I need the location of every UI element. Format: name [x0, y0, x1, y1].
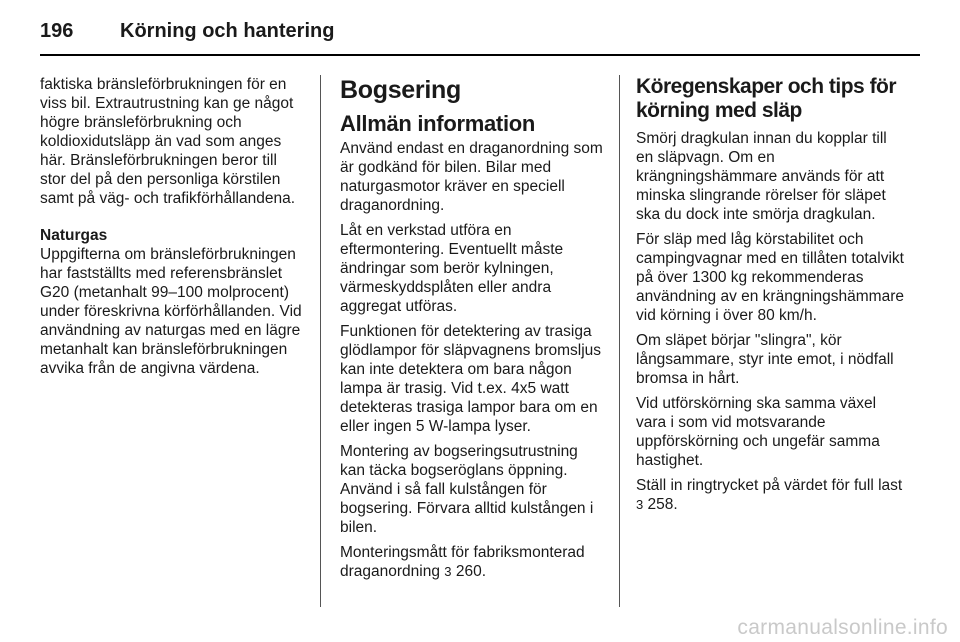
- column-divider: [320, 75, 321, 607]
- column-divider: [619, 75, 620, 607]
- watermark: carmanualsonline.info: [737, 616, 948, 639]
- paragraph: Om släpet börjar "slingra", kör långsammare, styr inte emot, i nödfall bromsa in hårt.: [636, 332, 894, 387]
- paragraph: För släp med låg körstabilitet och campingvagnar med en tillåten totalvikt på över 1300 kg rekommenderas användning av en krängningshämmare vid körning i över 80 km/h.: [636, 231, 904, 324]
- chapter-title: Körning och hantering: [120, 20, 335, 42]
- paragraph-with-reference: [340, 543, 606, 581]
- paragraph: Smörj dragkulan innan du kopplar till en släpvagn. Om en krängningshämmare används för att minska slingrande rörelser för släpet ska du dock inte smörja dragkulan.: [636, 130, 887, 223]
- page-reference-number[interactable]: 260.: [451, 563, 487, 580]
- fuel-consumption-text: faktiska bränsleförbrukningen för en viss bil. Extrautrustning kan ge något högre bränsleförbrukning och koldioxidutsläpp än vad som anges här. Bränsleförbrukningen beror till stor del på den personliga körstilen samt på väg- och trafikförhållandena.: [40, 76, 296, 207]
- page-reference-number[interactable]: 258.: [643, 496, 678, 513]
- subheading-general-info: Allmän information: [340, 111, 536, 136]
- section-heading-trailer-tips: Köregenskaper och tips för körning med släp: [636, 75, 897, 122]
- page-header: [40, 18, 920, 56]
- paragraph: Låt en verkstad utföra en eftermontering. Eventuellt måste ändringar som berör kylningen, värmeskyddsplåten eller andra aggregat utföras.: [340, 222, 564, 315]
- paragraph-with-reference: [636, 476, 906, 514]
- page-number: 196: [40, 20, 74, 42]
- column-left: [40, 75, 306, 384]
- page-reference-arrow-icon[interactable]: 3: [636, 497, 644, 512]
- naturgas-heading: Naturgas: [40, 227, 108, 244]
- section-heading-bogsering: Bogsering: [340, 76, 461, 104]
- paragraph: Använd endast en draganordning som är godkänd för bilen. Bilar med naturgasmotor kräver en speciell draganordning.: [340, 140, 603, 214]
- column-right: [636, 75, 906, 520]
- reference-text: Monteringsmått för fabriksmonterad draganordning: [340, 544, 585, 580]
- naturgas-text: Uppgifterna om bränsleförbrukningen har fastställts med referensbränslet G20 (metanhalt 99–100 molprocent) under föreskrivna körförhållanden. Vid användning av naturgas med en lägre metanhalt kan bränsleförbrukningen avvika från de angivna värdena.: [40, 246, 302, 377]
- reference-text: Ställ in ringtrycket på värdet för full last: [636, 477, 903, 494]
- paragraph: Montering av bogseringsutrustning kan täcka bogseröglans öppning. Använd i så fall kulstången för bogsering. Förvara alltid kulstången i bilen.: [340, 443, 594, 536]
- column-middle: [340, 75, 606, 587]
- paragraph: Vid utförskörning ska samma växel vara i som vid motsvarande uppförskörning och ungefär samma hastighet.: [636, 395, 880, 469]
- paragraph: Funktionen för detektering av trasiga glödlampor för släpvagnens bromsljus kan inte detektera om bara någon lampa är trasig. Vid t.ex. 4x5 watt detekteras trasiga lampor bara om en eller ingen 5 W-lampa lyser.: [340, 323, 602, 435]
- page-reference-arrow-icon[interactable]: 3: [444, 564, 452, 579]
